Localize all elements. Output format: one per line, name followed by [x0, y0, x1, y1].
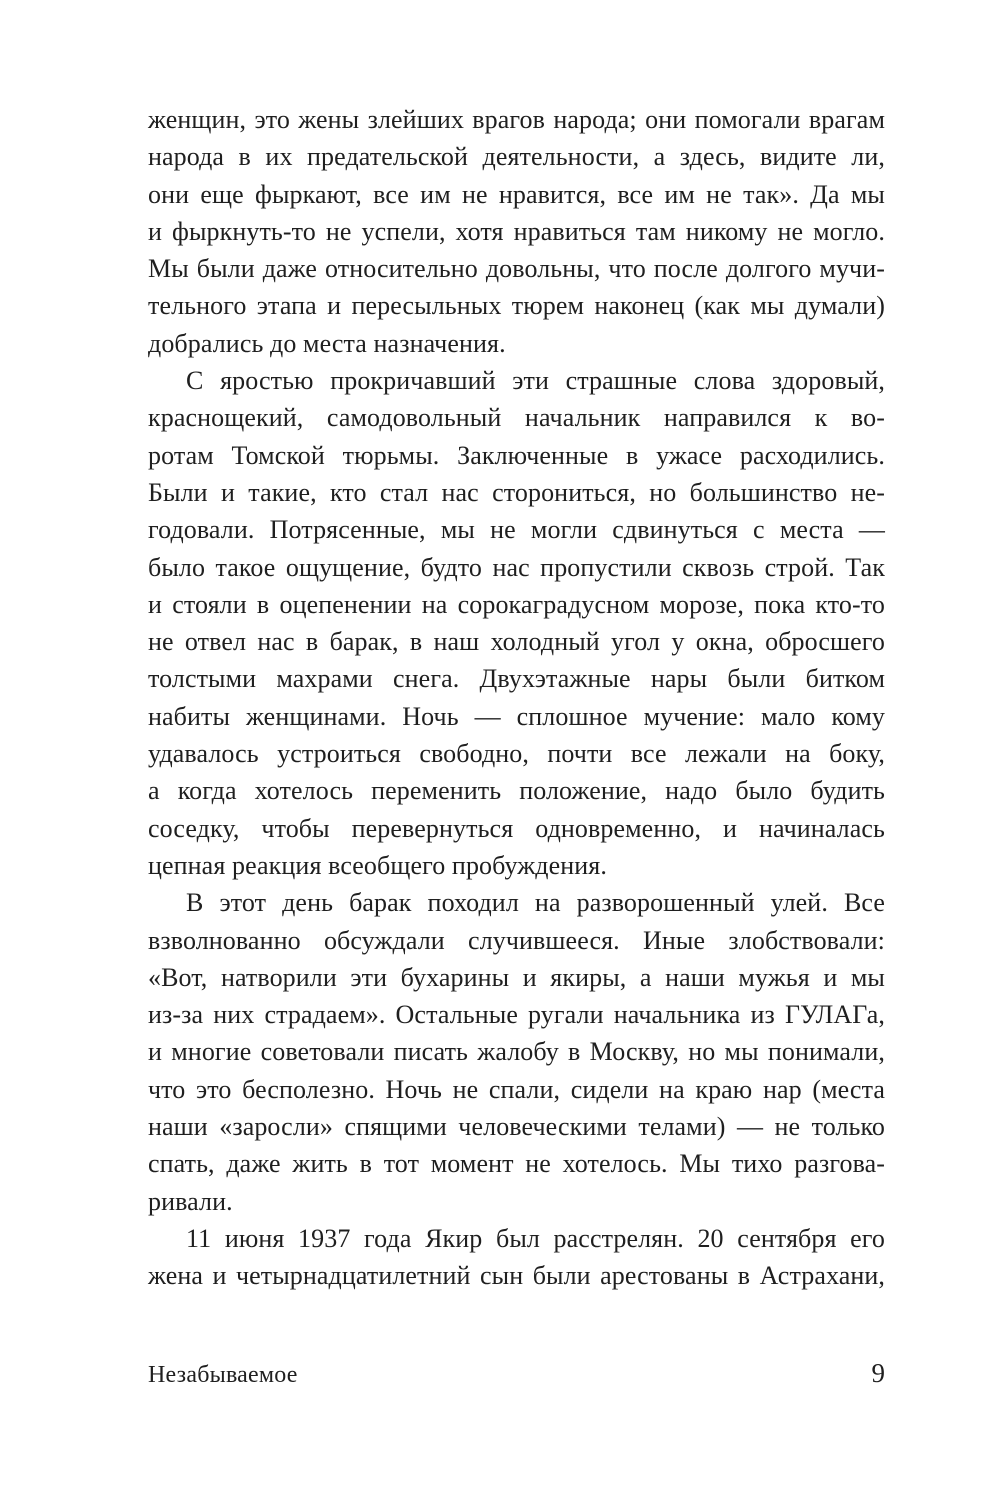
paragraph [148, 101, 885, 362]
paragraph [148, 1220, 885, 1295]
text-line: годовали. Потрясенные, мы не могли сдвинуться с места — [148, 515, 885, 545]
text-line: ротам Томской тюрьмы. Заключенные в ужасе расходились. [148, 440, 885, 470]
text-line: удавалось устроиться свободно, почти все лежали на боку, [148, 739, 885, 769]
text-line: тельного этапа и пересыльных тюрем наконец (как мы думали) [148, 291, 885, 321]
text-line: женщин, это жены злейших врагов народа; они помогали врагам [148, 105, 885, 134]
text-line: С яростью прокричавший эти страшные слова здоровый, [186, 366, 885, 396]
text-line: Мы были даже относительно довольны, что после долгого мучи- [148, 254, 885, 284]
body-text [148, 101, 885, 1295]
text-line: В этот день барак походил на разворошенный улей. Все [186, 888, 885, 918]
text-line: народа в их предательской деятельности, а здесь, видите ли, [148, 142, 885, 172]
running-title: Незабываемое [148, 1362, 298, 1388]
paragraph [148, 362, 885, 884]
text-line: и многие советовали писать жалобу в Москву, но мы понимали, [148, 1037, 885, 1067]
text-line: ривали. [148, 1186, 233, 1216]
text-line: спать, даже жить в тот момент не хотелось. Мы тихо разгова- [148, 1149, 885, 1179]
text-line: из-за них страдаем». Остальные ругали начальника из ГУЛАГа, [148, 1000, 885, 1030]
text-line: и фыркнуть-то не успели, хотя нравиться там никому не могло. [148, 216, 885, 246]
paragraph [148, 884, 885, 1220]
text-line: «Вот, натворили эти бухарины и якиры, а наши мужья и мы [148, 962, 885, 992]
page-footer [148, 1358, 885, 1389]
page-number: 9 [871, 1358, 885, 1388]
text-line: жена и четырнадцатилетний сын были арестованы в Астрахани, [148, 1261, 885, 1291]
text-line: толстыми махрами снега. Двухэтажные нары были битком [148, 664, 885, 694]
text-line: добрались до места назначения. [148, 328, 506, 358]
text-line: краснощекий, самодовольный начальник направился к во- [148, 403, 885, 433]
text-line: и стояли в оцепенении на сорокаградусном морозе, пока кто-то [148, 589, 885, 619]
text-line: не отвел нас в барак, в наш холодный угол у окна, обросшего [148, 627, 885, 657]
text-line: 11 июня 1937 года Якир был расстрелян. 20 сентября его [186, 1223, 885, 1253]
text-line: наши «заросли» спящими человеческими телами) — не только [148, 1112, 885, 1142]
text-line: а когда хотелось переменить положение, надо было будить [148, 776, 885, 806]
text-line: набиты женщинами. Ночь — сплошное мучение: мало кому [148, 701, 885, 731]
text-line: взволнованно обсуждали случившееся. Иные злобствовали: [148, 925, 885, 955]
text-line: соседку, чтобы перевернуться одновременно, и начиналась [148, 813, 885, 843]
text-line: цепная реакция всеобщего пробуждения. [148, 850, 607, 880]
text-line: они еще фыркают, все им не нравится, все им не так». Да мы [148, 179, 885, 209]
text-line: было такое ощущение, будто нас пропустили сквозь строй. Так [148, 552, 885, 582]
text-line: что это бесполезно. Ночь не спали, сидели на краю нар (места [148, 1074, 885, 1104]
text-line: Были и такие, кто стал нас сторониться, но большинство не- [148, 477, 885, 507]
